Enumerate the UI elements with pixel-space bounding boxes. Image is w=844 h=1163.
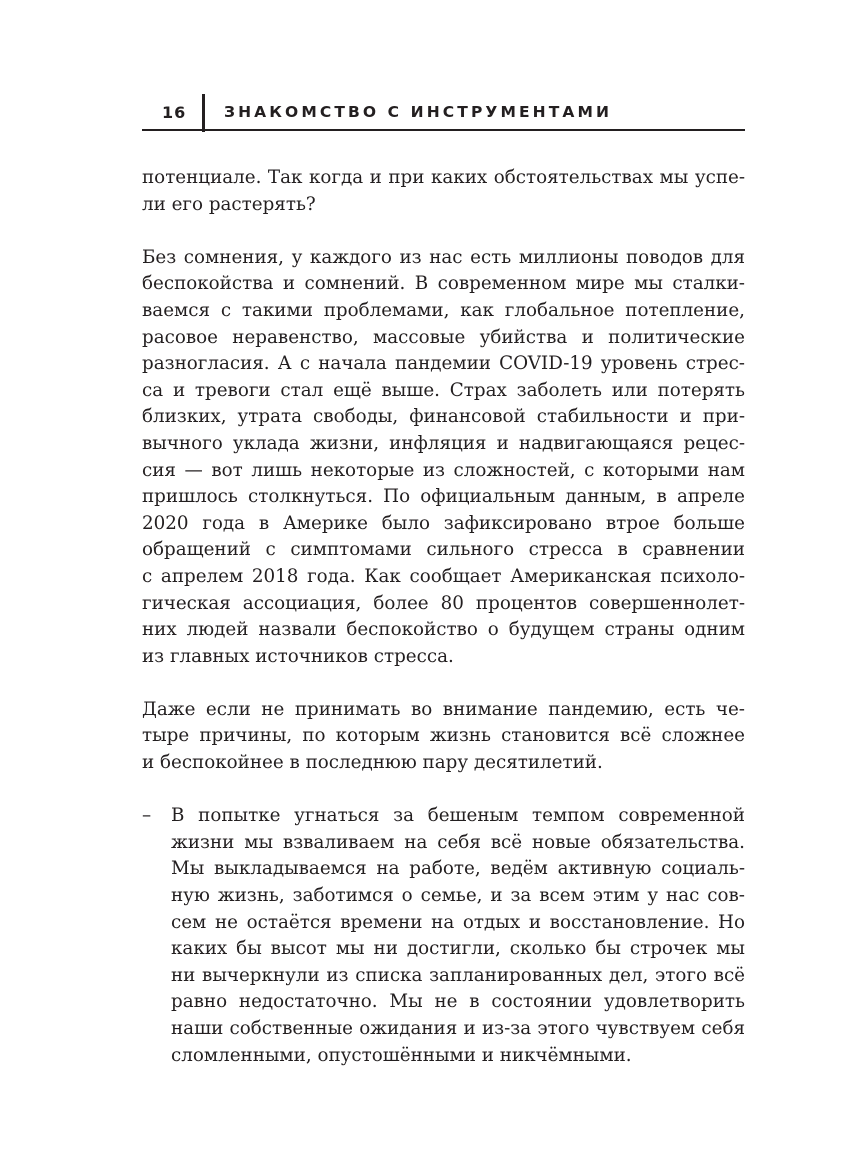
text-line: них людей назвали беспокойство о будущем страны одним [142,619,745,641]
text-line: из главных источников стресса. [142,645,454,667]
text-line: Без сомнения, у каждого из нас есть миллионы поводов для [142,246,745,268]
paragraph-stress-sources [142,245,745,671]
list-item [142,803,745,1069]
text-line: Мы выкладываемся на работе, ведём активную социаль- [171,858,745,880]
text-line: равно недостаточно. Мы не в состоянии удовлетворить [171,991,745,1013]
text-line: ваемся с такими проблемами, как глобальное потепление, [142,299,745,321]
paragraph-spacer [142,670,745,697]
text-line: тыре причины, по которым жизнь становится всё сложнее [142,725,745,747]
text-line: и беспокойнее в последнюю пару десятилетий. [142,752,603,774]
paragraph-continuation [142,165,745,218]
text-line: сломленными, опустошёнными и никчёмными. [171,1044,632,1066]
text-line: са и тревоги стал ещё выше. Страх заболеть или потерять [142,379,745,401]
list-dash-marker: – [142,805,152,827]
text-line: разногласия. А с начала пандемии COVID-19 уровень стрес- [142,353,745,375]
text-line: В попытке угнаться за бешеным темпом современной [171,805,745,827]
text-line: с апрелем 2018 года. Как сообщает Американская психоло- [142,565,745,587]
running-header [142,92,745,132]
text-line: наши собственные ожидания и из-за этого чувствуем себя [171,1018,745,1039]
paragraph-spacer [142,777,745,804]
text-line: вычного уклада жизни, инфляция и надвигающаяся рецес- [142,432,745,454]
text-line: Даже если не принимать во внимание пандемию, есть че- [142,698,745,720]
text-line: сем не остаётся времени на отдых и восстановление. Но [171,911,745,933]
text-line: пришлось столкнуться. По официальным данным, в апреле [142,486,745,508]
text-line: беспокойства и сомнений. В современном мире мы сталки- [142,273,745,295]
header-rule [142,129,745,131]
text-line: ли его растерять? [142,193,316,215]
text-line: ни вычеркнули из списка запланированных дел, этого всё [171,964,745,986]
text-line: потенциале. Так когда и при каких обстоятельствах мы успе- [142,167,745,188]
text-body [142,165,745,1069]
text-line: обращений с симптомами сильного стресса в сравнении [142,539,745,561]
text-line: сия — вот лишь некоторые из сложностей, с которыми нам [142,459,745,481]
text-line: гическая ассоциация, более 80 процентов совершеннолет- [142,592,745,614]
text-line: каких бы высот мы ни достигли, сколько бы строчек мы [171,938,745,960]
text-line: расовое неравенство, массовые убийства и политические [142,326,745,348]
running-title: ЗНАКОМСТВО С ИНСТРУМЕНТАМИ [224,103,613,121]
page-number: 16 [162,103,187,122]
paragraph-spacer [142,218,745,245]
text-line: близких, утрата свободы, финансовой стабильности и при- [142,406,745,428]
text-line: жизни мы взваливаем на себя всё новые обязательства. [171,831,745,853]
text-line: 2020 года в Америке было зафиксировано втрое больше [142,512,745,534]
text-line: ную жизнь, заботимся о семье, и за всем этим у нас сов- [171,885,745,907]
header-divider [202,94,205,132]
paragraph-four-reasons [142,697,745,777]
